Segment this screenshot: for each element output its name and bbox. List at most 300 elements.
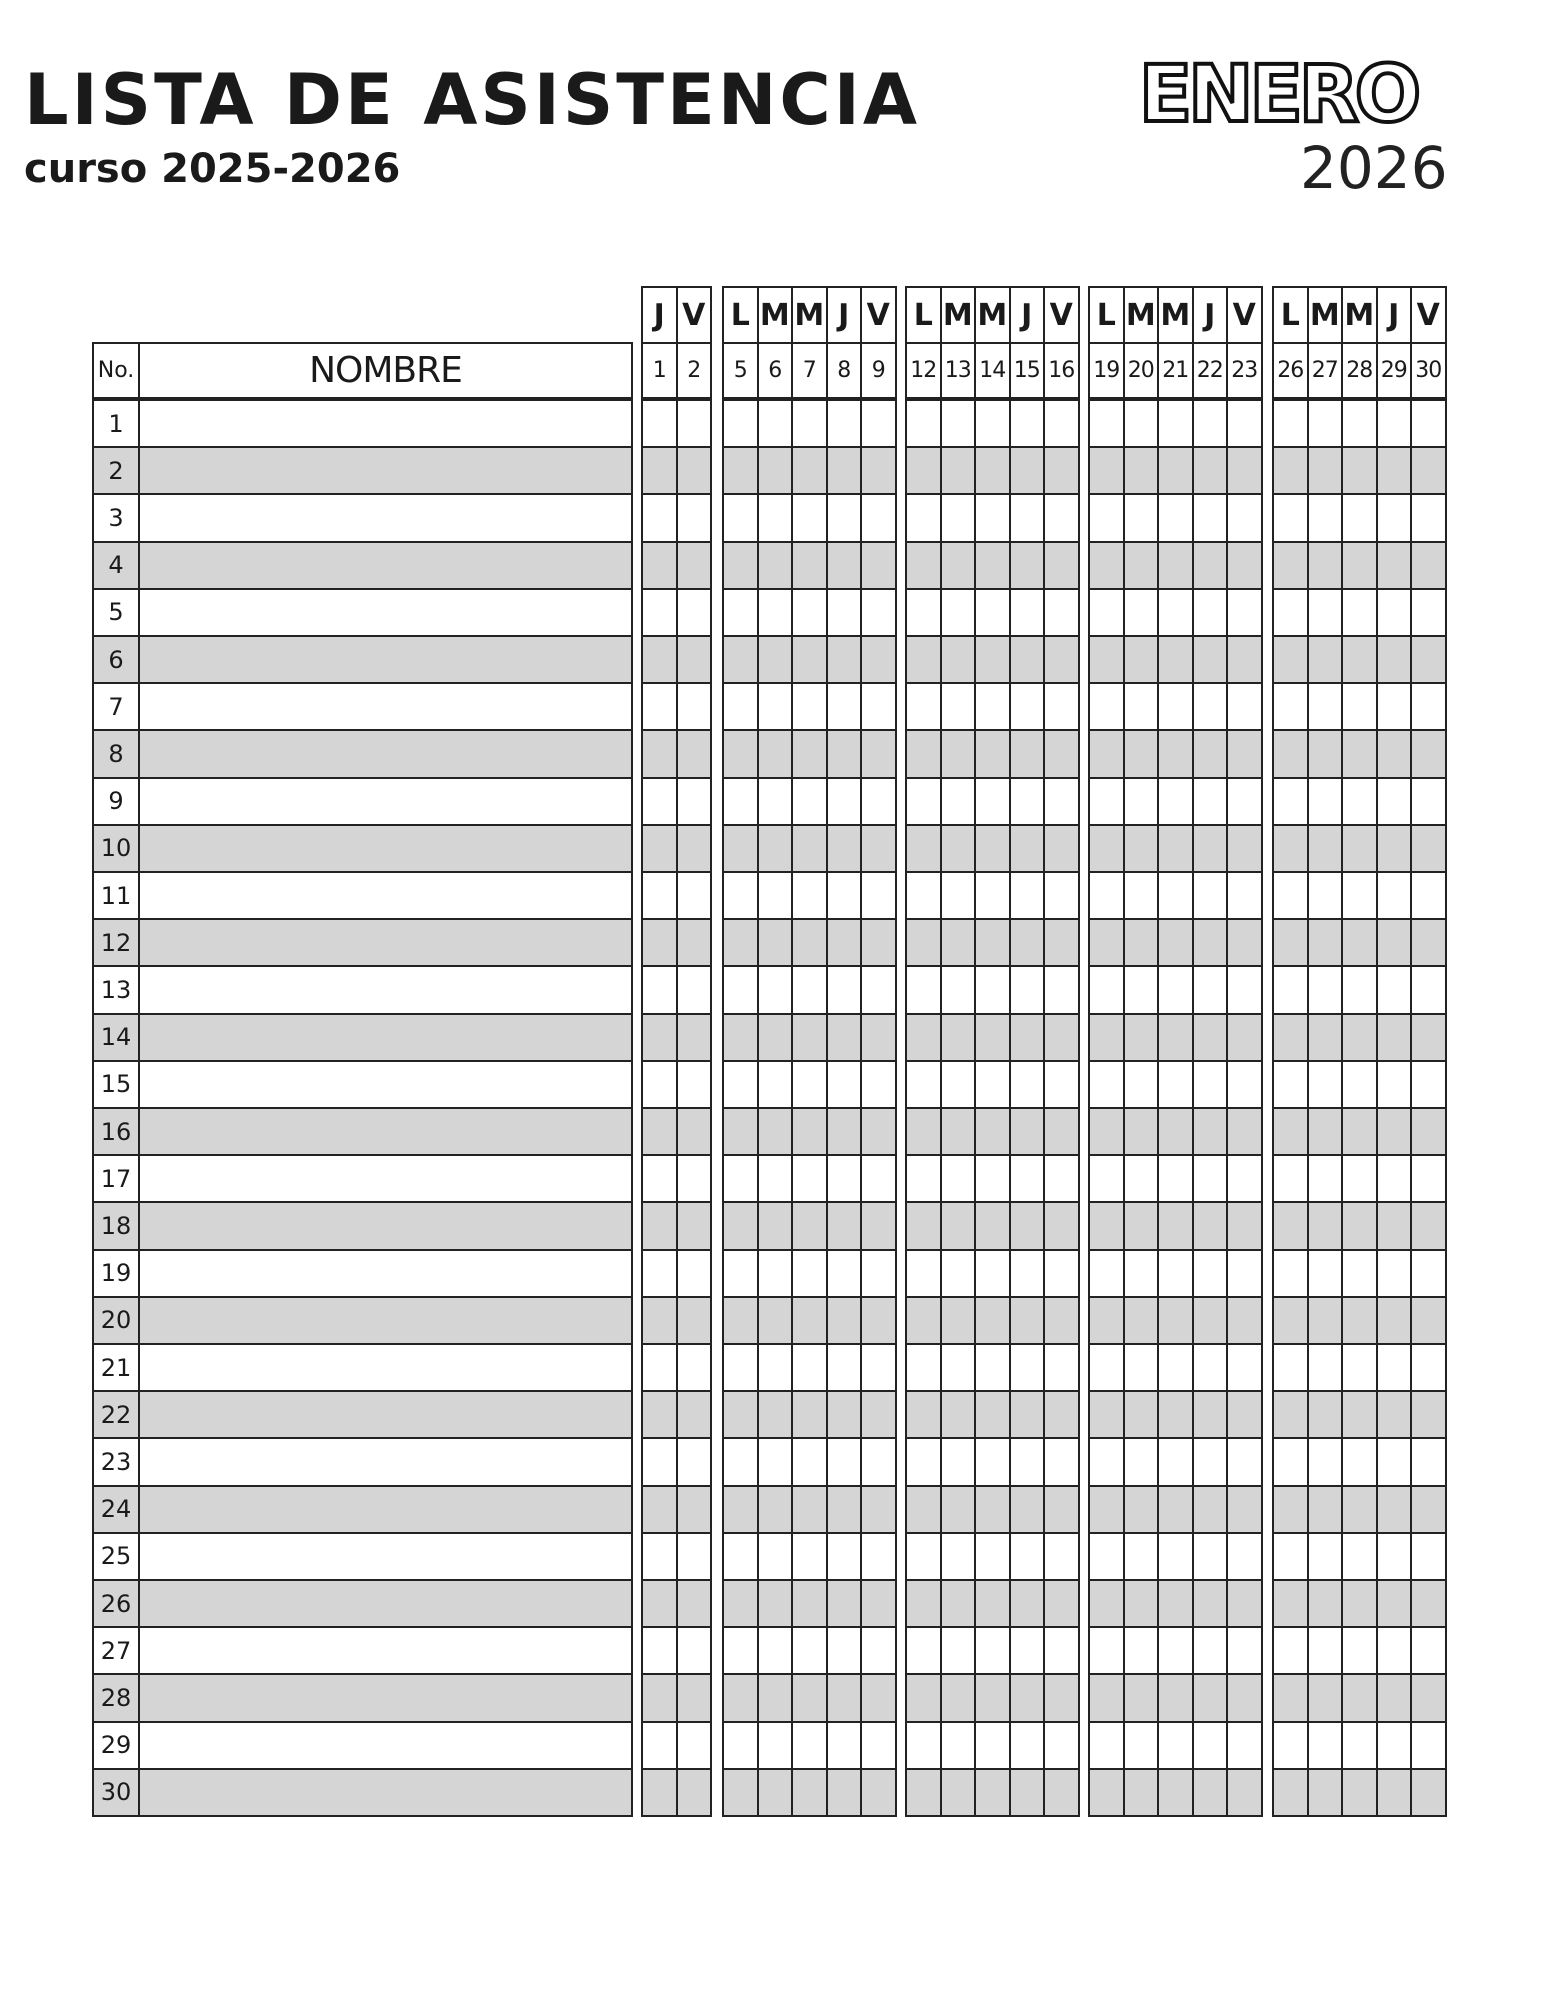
attendance-cell[interactable] [826,446,863,495]
attendance-cell[interactable] [974,1673,1011,1722]
student-name-cell[interactable] [138,1579,633,1628]
attendance-cell[interactable] [757,1013,794,1062]
attendance-cell[interactable] [1307,446,1344,495]
attendance-cell[interactable] [722,588,759,637]
attendance-cell[interactable] [722,1390,759,1439]
attendance-cell[interactable] [1307,1107,1344,1156]
attendance-cell[interactable] [641,588,678,637]
attendance-cell[interactable] [1192,824,1229,873]
attendance-cell[interactable] [1341,1201,1378,1250]
attendance-cell[interactable] [676,1390,713,1439]
attendance-cell[interactable] [1226,1107,1263,1156]
student-name-cell[interactable] [138,1626,633,1675]
attendance-cell[interactable] [1009,1626,1046,1675]
attendance-cell[interactable] [1272,588,1309,637]
attendance-cell[interactable] [1009,1107,1046,1156]
attendance-cell[interactable] [974,1107,1011,1156]
attendance-cell[interactable] [1410,1154,1447,1203]
attendance-cell[interactable] [1123,682,1160,731]
attendance-cell[interactable] [905,493,942,542]
attendance-cell[interactable] [1123,635,1160,684]
attendance-cell[interactable] [826,1437,863,1486]
attendance-cell[interactable] [826,1532,863,1581]
attendance-cell[interactable] [974,965,1011,1014]
attendance-cell[interactable] [1192,1626,1229,1675]
attendance-cell[interactable] [676,729,713,778]
attendance-cell[interactable] [905,965,942,1014]
attendance-cell[interactable] [1272,824,1309,873]
attendance-cell[interactable] [1088,1249,1125,1298]
attendance-cell[interactable] [826,1154,863,1203]
attendance-cell[interactable] [1043,1343,1080,1392]
attendance-cell[interactable] [1157,1626,1194,1675]
attendance-cell[interactable] [722,1060,759,1109]
attendance-cell[interactable] [1009,635,1046,684]
attendance-cell[interactable] [1307,824,1344,873]
attendance-cell[interactable] [905,541,942,590]
attendance-cell[interactable] [1192,1673,1229,1722]
attendance-cell[interactable] [1341,588,1378,637]
attendance-cell[interactable] [1009,1721,1046,1770]
attendance-cell[interactable] [826,1060,863,1109]
attendance-cell[interactable] [757,918,794,967]
attendance-cell[interactable] [791,1485,828,1534]
attendance-cell[interactable] [1009,1768,1046,1817]
attendance-cell[interactable] [1226,1343,1263,1392]
attendance-cell[interactable] [826,824,863,873]
attendance-cell[interactable] [1307,1249,1344,1298]
attendance-cell[interactable] [1272,871,1309,920]
attendance-cell[interactable] [1009,1437,1046,1486]
attendance-cell[interactable] [757,729,794,778]
attendance-cell[interactable] [757,1296,794,1345]
attendance-cell[interactable] [860,1721,897,1770]
attendance-cell[interactable] [1376,777,1413,826]
attendance-cell[interactable] [1192,965,1229,1014]
attendance-cell[interactable] [905,635,942,684]
attendance-cell[interactable] [676,541,713,590]
attendance-cell[interactable] [1341,729,1378,778]
attendance-cell[interactable] [1043,1485,1080,1534]
attendance-cell[interactable] [1272,446,1309,495]
attendance-cell[interactable] [860,1673,897,1722]
attendance-cell[interactable] [1157,1107,1194,1156]
attendance-cell[interactable] [860,1768,897,1817]
attendance-cell[interactable] [1043,1154,1080,1203]
attendance-cell[interactable] [757,1201,794,1250]
student-name-cell[interactable] [138,1154,633,1203]
attendance-cell[interactable] [757,1437,794,1486]
attendance-cell[interactable] [1307,635,1344,684]
attendance-cell[interactable] [905,1390,942,1439]
attendance-cell[interactable] [1088,1626,1125,1675]
attendance-cell[interactable] [641,682,678,731]
attendance-cell[interactable] [1226,1673,1263,1722]
attendance-cell[interactable] [1307,1154,1344,1203]
attendance-cell[interactable] [1341,1768,1378,1817]
attendance-cell[interactable] [1088,918,1125,967]
attendance-cell[interactable] [905,1721,942,1770]
attendance-cell[interactable] [940,824,977,873]
attendance-cell[interactable] [641,1060,678,1109]
attendance-cell[interactable] [641,1343,678,1392]
student-name-cell[interactable] [138,1060,633,1109]
attendance-cell[interactable] [722,1485,759,1534]
attendance-cell[interactable] [1272,1673,1309,1722]
attendance-cell[interactable] [1192,729,1229,778]
attendance-cell[interactable] [860,871,897,920]
attendance-cell[interactable] [860,399,897,448]
attendance-cell[interactable] [1410,588,1447,637]
attendance-cell[interactable] [1226,777,1263,826]
attendance-cell[interactable] [940,729,977,778]
attendance-cell[interactable] [1157,918,1194,967]
attendance-cell[interactable] [1088,729,1125,778]
attendance-cell[interactable] [1307,918,1344,967]
attendance-cell[interactable] [974,682,1011,731]
attendance-cell[interactable] [1307,1296,1344,1345]
attendance-cell[interactable] [1341,682,1378,731]
student-name-cell[interactable] [138,1107,633,1156]
attendance-cell[interactable] [1341,824,1378,873]
attendance-cell[interactable] [826,918,863,967]
attendance-cell[interactable] [1226,871,1263,920]
attendance-cell[interactable] [860,1343,897,1392]
attendance-cell[interactable] [1157,871,1194,920]
attendance-cell[interactable] [1272,918,1309,967]
attendance-cell[interactable] [791,1013,828,1062]
attendance-cell[interactable] [974,1768,1011,1817]
attendance-cell[interactable] [791,1626,828,1675]
attendance-cell[interactable] [641,399,678,448]
attendance-cell[interactable] [1410,918,1447,967]
attendance-cell[interactable] [641,729,678,778]
attendance-cell[interactable] [1123,1390,1160,1439]
attendance-cell[interactable] [1088,1437,1125,1486]
attendance-cell[interactable] [1088,1673,1125,1722]
attendance-cell[interactable] [940,1343,977,1392]
attendance-cell[interactable] [1376,729,1413,778]
attendance-cell[interactable] [1272,1201,1309,1250]
attendance-cell[interactable] [791,399,828,448]
attendance-cell[interactable] [1376,1721,1413,1770]
attendance-cell[interactable] [1226,965,1263,1014]
attendance-cell[interactable] [791,871,828,920]
attendance-cell[interactable] [1192,493,1229,542]
attendance-cell[interactable] [1043,1532,1080,1581]
attendance-cell[interactable] [1157,1721,1194,1770]
attendance-cell[interactable] [1157,965,1194,1014]
attendance-cell[interactable] [1192,777,1229,826]
attendance-cell[interactable] [676,1201,713,1250]
attendance-cell[interactable] [1009,918,1046,967]
attendance-cell[interactable] [905,682,942,731]
attendance-cell[interactable] [1088,1060,1125,1109]
attendance-cell[interactable] [974,541,1011,590]
attendance-cell[interactable] [1088,1579,1125,1628]
attendance-cell[interactable] [641,1437,678,1486]
attendance-cell[interactable] [860,1201,897,1250]
student-name-cell[interactable] [138,493,633,542]
attendance-cell[interactable] [1192,1249,1229,1298]
attendance-cell[interactable] [1088,541,1125,590]
attendance-cell[interactable] [826,1296,863,1345]
attendance-cell[interactable] [1226,493,1263,542]
attendance-cell[interactable] [1226,1721,1263,1770]
attendance-cell[interactable] [791,1390,828,1439]
attendance-cell[interactable] [722,446,759,495]
attendance-cell[interactable] [1410,541,1447,590]
attendance-cell[interactable] [905,1060,942,1109]
attendance-cell[interactable] [1307,1013,1344,1062]
attendance-cell[interactable] [641,1296,678,1345]
attendance-cell[interactable] [1341,918,1378,967]
attendance-cell[interactable] [1157,1768,1194,1817]
attendance-cell[interactable] [1123,1249,1160,1298]
attendance-cell[interactable] [1009,871,1046,920]
attendance-cell[interactable] [1376,1249,1413,1298]
attendance-cell[interactable] [1341,1296,1378,1345]
attendance-cell[interactable] [722,1532,759,1581]
attendance-cell[interactable] [1226,1768,1263,1817]
attendance-cell[interactable] [1410,1485,1447,1534]
attendance-cell[interactable] [974,399,1011,448]
attendance-cell[interactable] [940,777,977,826]
attendance-cell[interactable] [676,965,713,1014]
attendance-cell[interactable] [1088,446,1125,495]
attendance-cell[interactable] [1307,729,1344,778]
attendance-cell[interactable] [1226,541,1263,590]
attendance-cell[interactable] [1043,1579,1080,1628]
attendance-cell[interactable] [1376,1437,1413,1486]
attendance-cell[interactable] [905,918,942,967]
attendance-cell[interactable] [757,1532,794,1581]
attendance-cell[interactable] [1226,399,1263,448]
attendance-cell[interactable] [1226,1579,1263,1628]
attendance-cell[interactable] [1157,446,1194,495]
attendance-cell[interactable] [1376,588,1413,637]
attendance-cell[interactable] [860,1626,897,1675]
attendance-cell[interactable] [1376,1626,1413,1675]
attendance-cell[interactable] [1272,635,1309,684]
attendance-cell[interactable] [905,871,942,920]
attendance-cell[interactable] [974,1532,1011,1581]
attendance-cell[interactable] [826,1390,863,1439]
attendance-cell[interactable] [757,588,794,637]
attendance-cell[interactable] [1009,1673,1046,1722]
attendance-cell[interactable] [1307,682,1344,731]
attendance-cell[interactable] [722,1296,759,1345]
attendance-cell[interactable] [722,1721,759,1770]
attendance-cell[interactable] [1341,965,1378,1014]
attendance-cell[interactable] [791,1579,828,1628]
attendance-cell[interactable] [860,1296,897,1345]
attendance-cell[interactable] [1341,1437,1378,1486]
attendance-cell[interactable] [1043,446,1080,495]
attendance-cell[interactable] [676,1296,713,1345]
attendance-cell[interactable] [1376,1107,1413,1156]
attendance-cell[interactable] [1009,1201,1046,1250]
attendance-cell[interactable] [1226,1201,1263,1250]
attendance-cell[interactable] [1307,1437,1344,1486]
attendance-cell[interactable] [1157,1579,1194,1628]
attendance-cell[interactable] [905,399,942,448]
attendance-cell[interactable] [1376,1343,1413,1392]
attendance-cell[interactable] [1376,1013,1413,1062]
attendance-cell[interactable] [641,1013,678,1062]
attendance-cell[interactable] [1192,1343,1229,1392]
attendance-cell[interactable] [722,729,759,778]
attendance-cell[interactable] [860,918,897,967]
attendance-cell[interactable] [1043,1437,1080,1486]
attendance-cell[interactable] [1009,1485,1046,1534]
attendance-cell[interactable] [940,1579,977,1628]
attendance-cell[interactable] [757,777,794,826]
attendance-cell[interactable] [940,1296,977,1345]
attendance-cell[interactable] [860,1154,897,1203]
attendance-cell[interactable] [1123,1721,1160,1770]
attendance-cell[interactable] [1192,635,1229,684]
attendance-cell[interactable] [1376,1579,1413,1628]
attendance-cell[interactable] [757,1343,794,1392]
attendance-cell[interactable] [860,1249,897,1298]
attendance-cell[interactable] [1043,871,1080,920]
attendance-cell[interactable] [905,1579,942,1628]
attendance-cell[interactable] [791,635,828,684]
attendance-cell[interactable] [1376,1201,1413,1250]
attendance-cell[interactable] [676,1721,713,1770]
attendance-cell[interactable] [1157,1532,1194,1581]
attendance-cell[interactable] [905,824,942,873]
attendance-cell[interactable] [826,1201,863,1250]
attendance-cell[interactable] [1341,493,1378,542]
attendance-cell[interactable] [641,918,678,967]
attendance-cell[interactable] [791,588,828,637]
attendance-cell[interactable] [1157,1201,1194,1250]
attendance-cell[interactable] [1307,541,1344,590]
attendance-cell[interactable] [722,1107,759,1156]
attendance-cell[interactable] [641,446,678,495]
attendance-cell[interactable] [1376,824,1413,873]
student-name-cell[interactable] [138,1296,633,1345]
attendance-cell[interactable] [1043,541,1080,590]
student-name-cell[interactable] [138,1768,633,1817]
attendance-cell[interactable] [1157,1390,1194,1439]
attendance-cell[interactable] [722,635,759,684]
attendance-cell[interactable] [974,777,1011,826]
attendance-cell[interactable] [1043,1107,1080,1156]
attendance-cell[interactable] [940,1626,977,1675]
attendance-cell[interactable] [722,399,759,448]
attendance-cell[interactable] [1009,1249,1046,1298]
attendance-cell[interactable] [676,1485,713,1534]
attendance-cell[interactable] [676,399,713,448]
attendance-cell[interactable] [826,682,863,731]
attendance-cell[interactable] [641,1107,678,1156]
attendance-cell[interactable] [676,824,713,873]
attendance-cell[interactable] [1088,1768,1125,1817]
attendance-cell[interactable] [1157,682,1194,731]
attendance-cell[interactable] [791,1673,828,1722]
attendance-cell[interactable] [1043,635,1080,684]
attendance-cell[interactable] [676,1768,713,1817]
attendance-cell[interactable] [1088,682,1125,731]
attendance-cell[interactable] [1410,1201,1447,1250]
attendance-cell[interactable] [974,1296,1011,1345]
attendance-cell[interactable] [1410,1673,1447,1722]
attendance-cell[interactable] [1123,918,1160,967]
attendance-cell[interactable] [1043,682,1080,731]
attendance-cell[interactable] [974,1721,1011,1770]
attendance-cell[interactable] [1376,871,1413,920]
attendance-cell[interactable] [1307,1060,1344,1109]
attendance-cell[interactable] [826,588,863,637]
attendance-cell[interactable] [1043,1060,1080,1109]
attendance-cell[interactable] [1341,1390,1378,1439]
attendance-cell[interactable] [1157,777,1194,826]
attendance-cell[interactable] [1192,1437,1229,1486]
attendance-cell[interactable] [1043,729,1080,778]
attendance-cell[interactable] [722,1437,759,1486]
attendance-cell[interactable] [676,1579,713,1628]
attendance-cell[interactable] [826,1579,863,1628]
attendance-cell[interactable] [1307,1721,1344,1770]
attendance-cell[interactable] [1272,1060,1309,1109]
attendance-cell[interactable] [1226,1154,1263,1203]
attendance-cell[interactable] [940,871,977,920]
attendance-cell[interactable] [826,1721,863,1770]
attendance-cell[interactable] [757,965,794,1014]
attendance-cell[interactable] [1123,1201,1160,1250]
attendance-cell[interactable] [974,871,1011,920]
attendance-cell[interactable] [826,1249,863,1298]
attendance-cell[interactable] [826,1343,863,1392]
attendance-cell[interactable] [1043,777,1080,826]
attendance-cell[interactable] [1009,1060,1046,1109]
attendance-cell[interactable] [1341,1485,1378,1534]
attendance-cell[interactable] [641,1249,678,1298]
attendance-cell[interactable] [722,918,759,967]
attendance-cell[interactable] [676,1249,713,1298]
attendance-cell[interactable] [1410,965,1447,1014]
attendance-cell[interactable] [1307,399,1344,448]
attendance-cell[interactable] [757,635,794,684]
attendance-cell[interactable] [722,1201,759,1250]
attendance-cell[interactable] [1410,1060,1447,1109]
attendance-cell[interactable] [940,1673,977,1722]
student-name-cell[interactable] [138,1390,633,1439]
attendance-cell[interactable] [1043,493,1080,542]
attendance-cell[interactable] [1192,1201,1229,1250]
attendance-cell[interactable] [1341,1673,1378,1722]
attendance-cell[interactable] [1341,1626,1378,1675]
attendance-cell[interactable] [1376,1296,1413,1345]
attendance-cell[interactable] [1123,446,1160,495]
attendance-cell[interactable] [1307,777,1344,826]
attendance-cell[interactable] [641,1201,678,1250]
attendance-cell[interactable] [1226,1390,1263,1439]
attendance-cell[interactable] [1272,1626,1309,1675]
attendance-cell[interactable] [974,493,1011,542]
attendance-cell[interactable] [826,1768,863,1817]
attendance-cell[interactable] [1157,1154,1194,1203]
attendance-cell[interactable] [676,1437,713,1486]
attendance-cell[interactable] [1272,729,1309,778]
attendance-cell[interactable] [1009,1579,1046,1628]
attendance-cell[interactable] [641,871,678,920]
attendance-cell[interactable] [860,1437,897,1486]
attendance-cell[interactable] [940,965,977,1014]
